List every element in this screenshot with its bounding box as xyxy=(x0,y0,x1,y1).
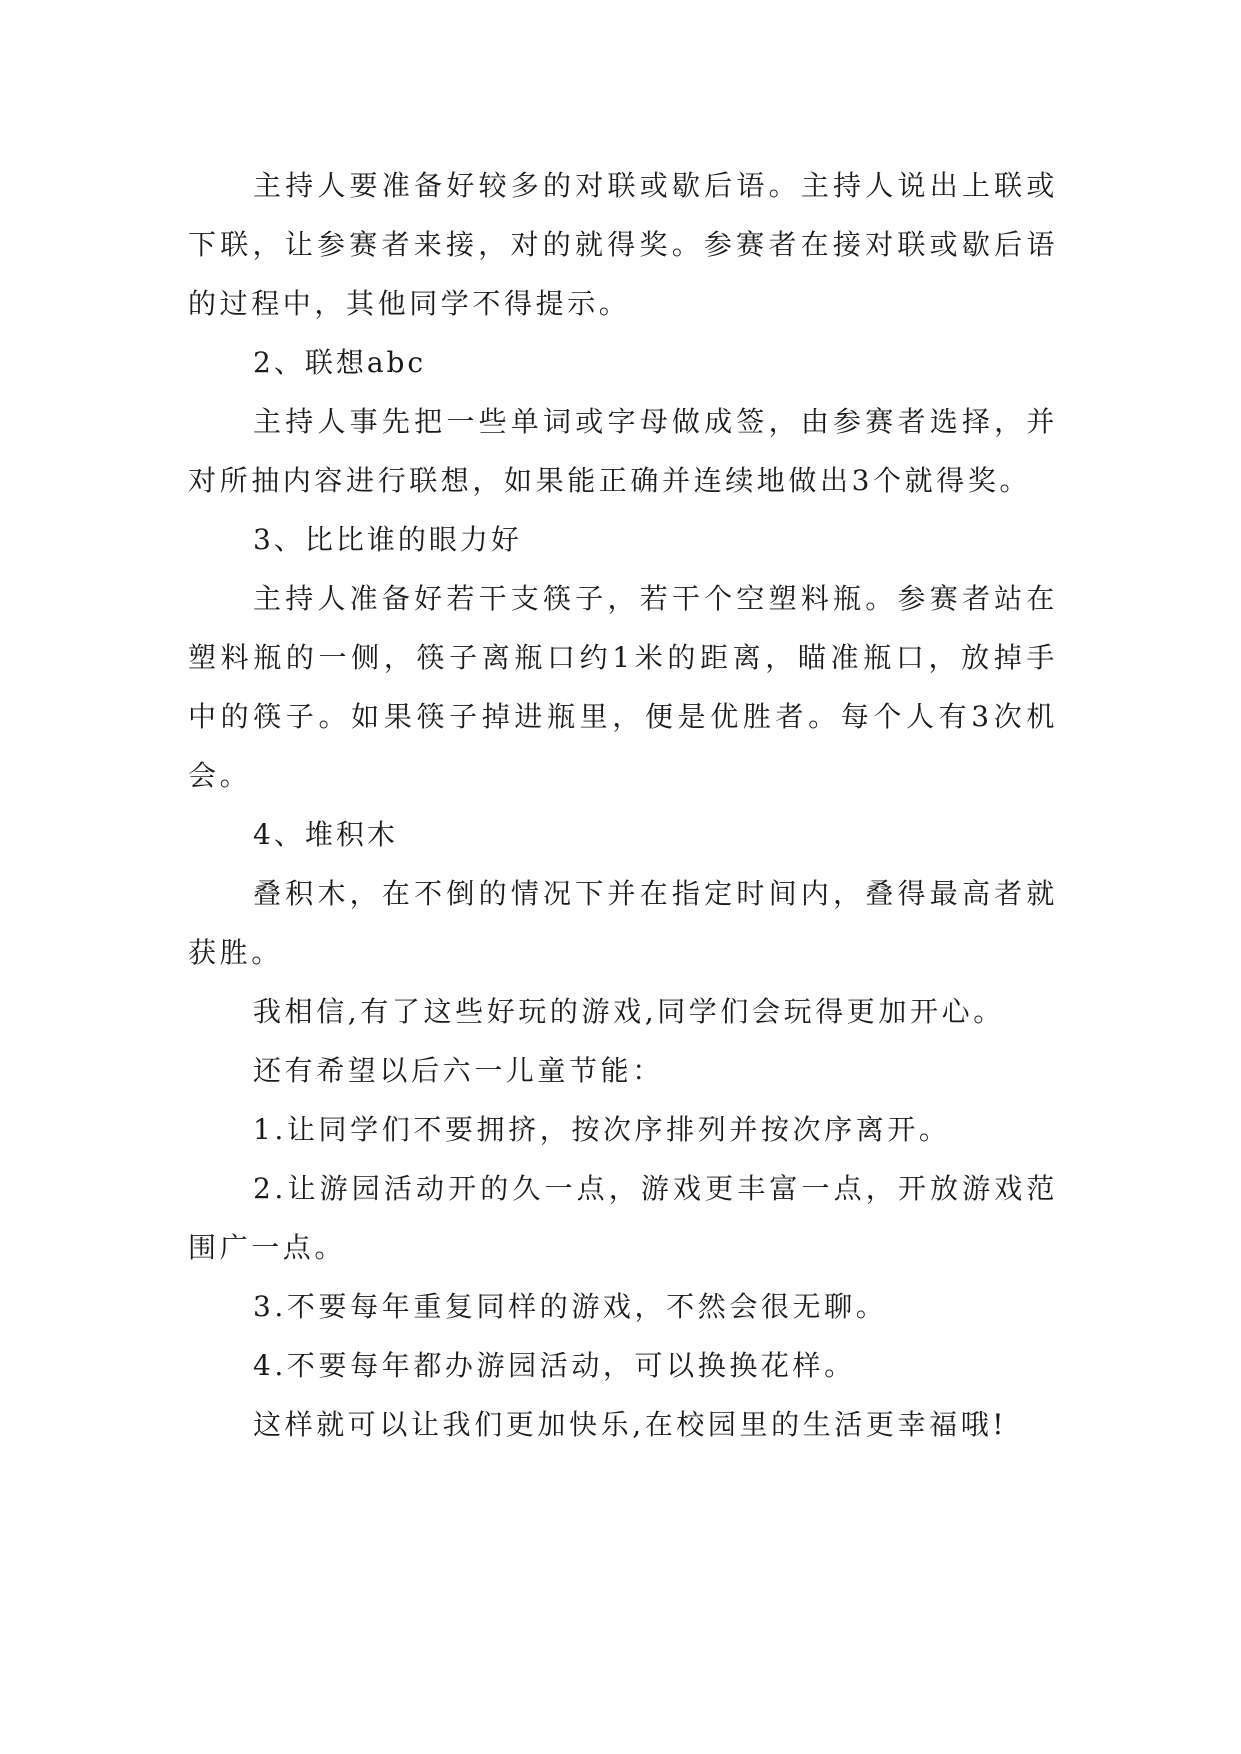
paragraph-belief: 我相信,有了这些好玩的游戏,同学们会玩得更加开心。 xyxy=(253,995,1005,1028)
paragraph-eyesight-rules: 主持人准备好若干支筷子，若干个空塑料瓶。参赛者站在塑料瓶的一侧，筷子离瓶口约1米的距离，瞄准瓶口，放掉手中的筷子。如果筷子掉进瓶里，便是优胜者。每个人有3次机会。 xyxy=(188,582,1058,792)
paragraph-conclusion: 这样就可以让我们更加快乐,在校园里的生活更幸福哦! xyxy=(253,1408,1008,1441)
game-heading-eyesight: 3、比比谁的眼力好 xyxy=(253,523,522,556)
paragraph-blocks-rules: 叠积木，在不倒的情况下并在指定时间内，叠得最高者就获胜。 xyxy=(188,877,1058,969)
document-body xyxy=(188,156,1058,1454)
game-heading-blocks: 4、堆积木 xyxy=(253,818,398,851)
hope-item-3: 3.不要每年重复同样的游戏，不然会很无聊。 xyxy=(253,1290,888,1323)
hope-item-4: 4.不要每年都办游园活动，可以换换花样。 xyxy=(253,1349,856,1382)
hope-item-2: 2.让游园活动开的久一点，游戏更丰富一点，开放游戏范围广一点。 xyxy=(188,1172,1058,1264)
game-heading-association: 2、联想abc xyxy=(253,346,427,379)
paragraph-couplet-rules: 主持人要准备好较多的对联或歇后语。主持人说出上联或下联，让参赛者来接，对的就得奖。参赛者在接对联或歇后语的过程中，其他同学不得提示。 xyxy=(188,169,1058,320)
paragraph-association-rules: 主持人事先把一些单词或字母做成签，由参赛者选择，并对所抽内容进行联想，如果能正确并连续地做出3个就得奖。 xyxy=(188,405,1058,497)
hope-item-1: 1.让同学们不要拥挤，按次序排列并按次序离开。 xyxy=(253,1113,951,1146)
paragraph-hope-intro: 还有希望以后六一儿童节能： xyxy=(253,1054,664,1087)
